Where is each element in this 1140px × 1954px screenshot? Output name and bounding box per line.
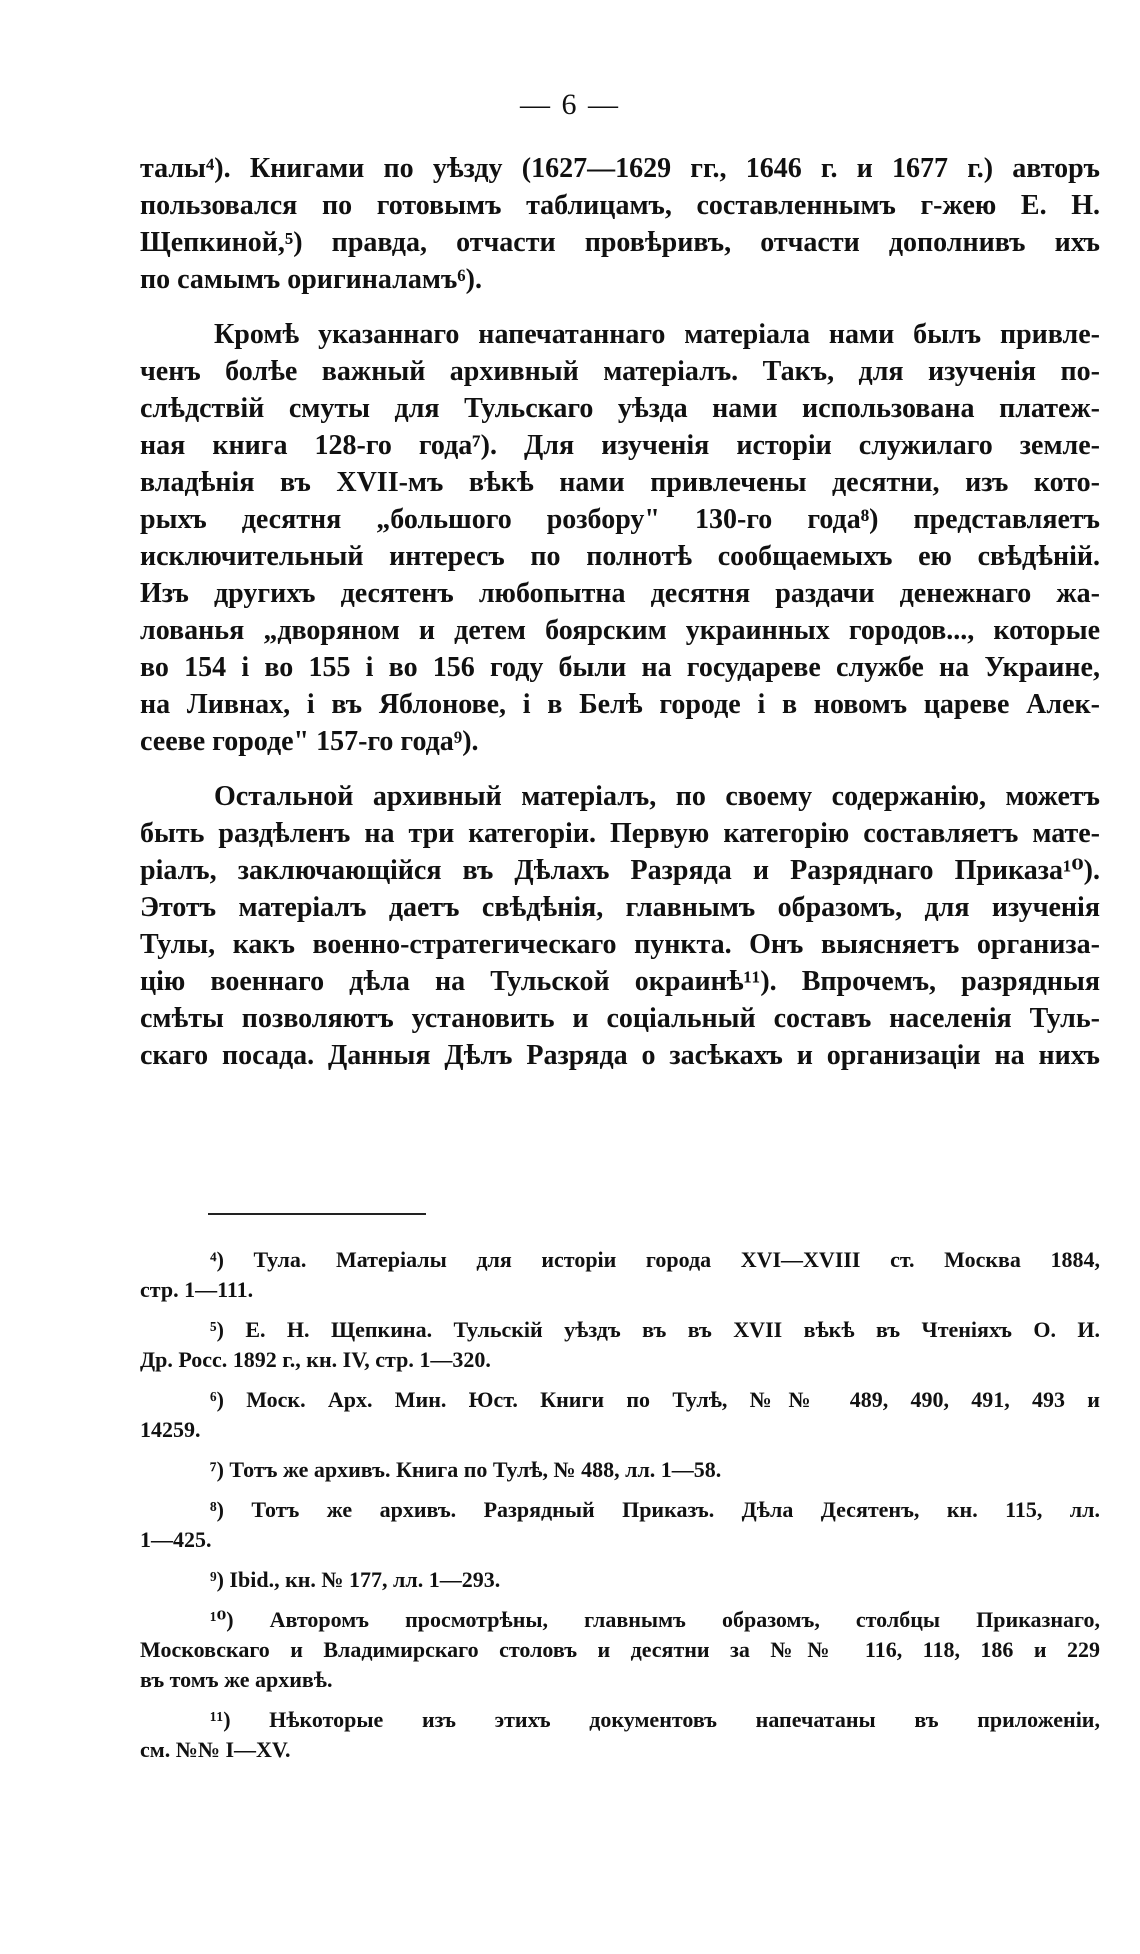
page-number: — 6 — — [520, 88, 620, 121]
text-line: Этотъ матеріалъ даетъ свѣдѣнія, главнымъ образомъ, для изученія — [140, 892, 1100, 923]
text-line: смѣты позволяютъ установить и соціальный составъ населенія Туль- — [140, 1003, 1100, 1034]
footnote-7 — [140, 1455, 1100, 1485]
footnote-line: ⁹) Ibid., кн. № 177, лл. 1—293. — [210, 1567, 501, 1592]
text-line: быть раздѣленъ на три категоріи. Первую категорію составляетъ мате- — [140, 818, 1100, 849]
body-text — [140, 150, 1100, 1074]
text-line: во 154 і во 155 і во 156 году были на государеве службе на Украине, — [140, 652, 1100, 683]
footnote-10 — [140, 1605, 1100, 1695]
footnote-5 — [140, 1315, 1100, 1375]
footnote-4 — [140, 1245, 1100, 1305]
footnote-divider — [208, 1213, 426, 1215]
paragraph-3 — [140, 778, 1100, 1074]
text-line: владѣнія въ XVII-мъ вѣкѣ нами привлечены десятни, изъ кото- — [140, 467, 1100, 498]
footnote-11 — [140, 1705, 1100, 1765]
text-line: талы⁴). Книгами по уѣзду (1627—1629 гг., 1646 г. и 1677 г.) авторъ — [140, 153, 1100, 184]
text-line: пользовался по готовымъ таблицамъ, составленнымъ г-жею Е. Н. — [140, 190, 1100, 221]
paragraph-1 — [140, 150, 1100, 298]
paragraph-2 — [140, 316, 1100, 760]
text-line: исключительный интересъ по полнотѣ сообщаемыхъ ею свѣдѣній. — [140, 541, 1100, 572]
footnote-line: см. №№ I—XV. — [140, 1737, 291, 1762]
text-line: Щепкиной,⁵) правда, отчасти провѣривъ, отчасти дополнивъ ихъ — [140, 227, 1100, 258]
text-line: слѣдствій смуты для Тульскаго уѣзда нами использована платеж- — [140, 393, 1100, 424]
footnote-6 — [140, 1385, 1100, 1445]
text-line: по самымъ оригиналамъ⁶). — [140, 264, 482, 295]
footnote-line: ¹¹) Нѣкоторые изъ этихъ документовъ напечатаны въ приложеніи, — [210, 1707, 1100, 1732]
text-line: Тулы, какъ военно-стратегическаго пункта. Онъ выясняетъ организа- — [140, 929, 1100, 960]
text-line: Кромѣ указаннаго напечатаннаго матеріала нами былъ привле- — [214, 319, 1100, 350]
footnote-line: стр. 1—111. — [140, 1277, 254, 1302]
text-line: цію военнаго дѣла на Тульской окраинѣ¹¹). Впрочемъ, разрядныя — [140, 966, 1100, 997]
footnote-line: въ томъ же архивѣ. — [140, 1667, 333, 1692]
footnote-line: ⁸) Тотъ же архивъ. Разрядный Приказъ. Дѣла Десятенъ, кн. 115, лл. — [210, 1497, 1100, 1522]
text-line: ченъ болѣе важный архивный матеріалъ. Такъ, для изученія по- — [140, 356, 1100, 387]
footnote-line: ⁶) Моск. Арх. Мин. Юст. Книги по Тулѣ, №№ 489, 490, 491, 493 и — [210, 1387, 1100, 1412]
text-line: Остальной архивный матеріалъ, по своему содержанію, можетъ — [214, 781, 1100, 812]
footnote-line: ⁵) Е. Н. Щепкина. Тульскій уѣздъ въ въ XVII вѣкѣ въ Чтеніяхъ О. И. — [210, 1317, 1100, 1342]
text-line: Изъ другихъ десятенъ любопытна десятня раздачи денежнаго жа- — [140, 578, 1100, 609]
footnote-line: Московскаго и Владимирскаго столовъ и десятни за №№ 116, 118, 186 и 229 — [140, 1637, 1100, 1662]
footnote-line: ⁷) Тотъ же архивъ. Книга по Тулѣ, № 488, лл. 1—58. — [210, 1457, 722, 1482]
footnote-line: ¹⁰) Авторомъ просмотрѣны, главнымъ образомъ, столбцы Приказнаго, — [210, 1607, 1100, 1632]
footnote-9 — [140, 1565, 1100, 1595]
footnotes — [140, 1245, 1100, 1775]
footnote-8 — [140, 1495, 1100, 1555]
text-line: ріалъ, заключающійся въ Дѣлахъ Разряда и Разряднаго Приказа¹⁰). — [140, 855, 1100, 886]
text-line: скаго посада. Данныя Дѣлъ Разряда о засѣкахъ и организаціи на нихъ — [140, 1040, 1100, 1071]
text-line: на Ливнах, і въ Яблонове, і в Белѣ городе і в новомъ цареве Алек- — [140, 689, 1100, 720]
footnote-line: 1—425. — [140, 1527, 212, 1552]
text-line: рыхъ десятня „большого розбору" 130-го года⁸) представляетъ — [140, 504, 1100, 535]
footnote-line: 14259. — [140, 1417, 201, 1442]
text-line: лованья „дворяном и детем боярским украинных городов..., которые — [140, 615, 1100, 646]
footnote-line: ⁴) Тула. Матеріалы для исторіи города XVI—XVIII ст. Москва 1884, — [210, 1247, 1100, 1272]
text-line: ная книга 128-го года⁷). Для изученія исторіи служилаго земле- — [140, 430, 1100, 461]
text-line: сееве городе" 157-го года⁹). — [140, 726, 479, 757]
footnote-line: Др. Росс. 1892 г., кн. IV, стр. 1—320. — [140, 1347, 491, 1372]
